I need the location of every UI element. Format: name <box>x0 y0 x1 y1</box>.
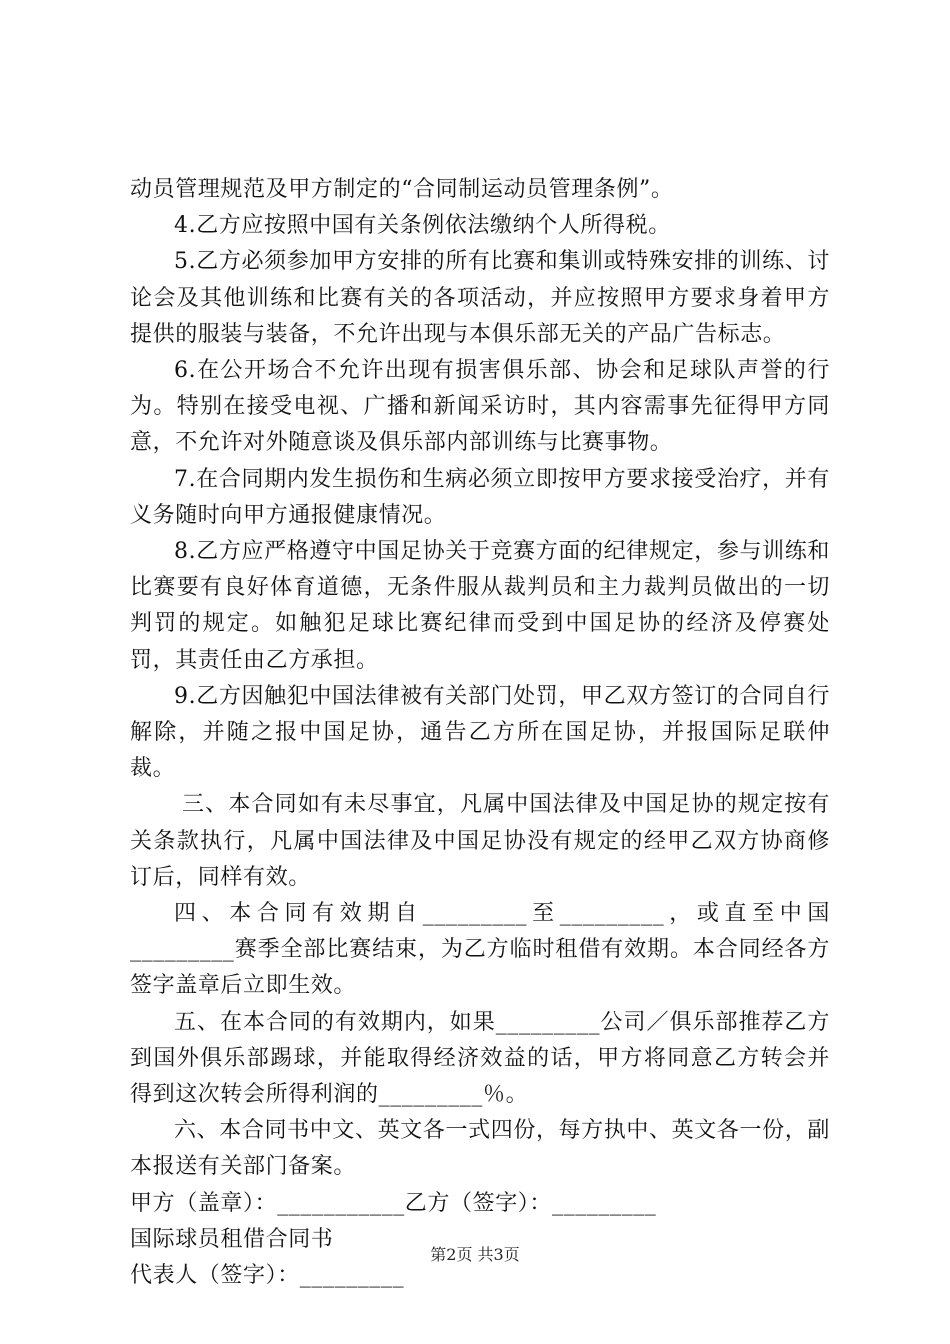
clause-8: 8.乙方应严格遵守中国足协关于竞赛方面的纪律规定，参与训练和比赛要有良好体育道德，无条件服从裁判员和主力裁判员做出的一切判罚的规定。如触犯足球比赛纪律而受到中国足协的经济及停赛处罚，其责任由乙方承担。 <box>130 539 830 673</box>
clause-6: 6.在公开场合不允许出现有损害俱乐部、协会和足球队声誉的行为。特别在接受电视、广播和新闻采访时，其内容需事先征得甲方同意，不允许对外随意谈及俱乐部内部训练与比赛事物。 <box>130 358 830 456</box>
section-3: 三、本合同如有未尽事宜，凡属中国法律及中国足协的规定按有关条款执行，凡属中国法律及中国足协没有规定的经甲乙双方协商修订后，同样有效。 <box>130 792 830 890</box>
signature-representative: 代表人（签字）：_________ <box>130 1263 405 1289</box>
section-5: 五、在本合同的有效期内，如果_________公司／俱乐部推荐乙方到国外俱乐部踢球，并能取得经济效益的话，甲方将同意乙方转会并得到这次转会所得利润的_________％。 <box>130 1009 830 1108</box>
clause-7: 7.在合同期内发生损伤和生病必须立即按甲方要求接受治疗，并有义务随时向甲方通报健康情况。 <box>130 466 830 528</box>
clause-5: 5.乙方必须参加甲方安排的所有比赛和集训或特殊安排的训练、讨论会及其他训练和比赛有关的各项活动，并应按照甲方要求身着甲方提供的服装与装备，不允许出现与本俱乐部无关的产品广告标志。 <box>130 249 830 347</box>
signature-parties: 甲方（盖章）：___________乙方（签字）：_________ <box>130 1190 657 1216</box>
page-footer: 第2页 共3页 <box>430 1245 520 1264</box>
signature-title: 国际球员租借合同书 <box>130 1226 334 1252</box>
paragraph-continuation: 动员管理规范及甲方制定的“合同制运动员管理条例”。 <box>130 177 674 202</box>
contract-body <box>130 172 830 1294</box>
clause-4: 4.乙方应按照中国有关条例依法缴纳个人所得税。 <box>174 213 671 239</box>
section-6: 六、本合同书中文、英文各一式四份，每方执中、英文各一份，副本报送有关部门备案。 <box>130 1118 830 1180</box>
section-4: 四、本合同有效期自_________至_________，或直至中国_________赛季全部比赛结束，为乙方临时租借有效期。本合同经各方签字盖章后立即生效。 <box>130 901 830 999</box>
clause-9: 9.乙方因触犯中国法律被有关部门处罚，甲乙双方签订的合同自行解除，并随之报中国足协，通告乙方所在国足协，并报国际足联仲裁。 <box>130 683 830 782</box>
